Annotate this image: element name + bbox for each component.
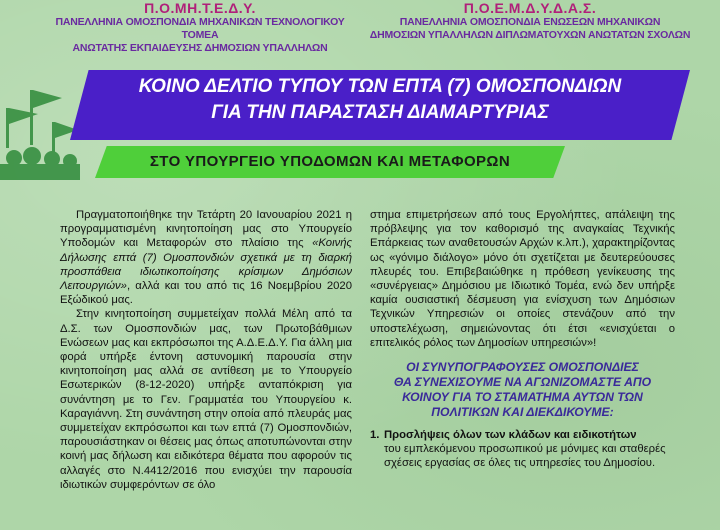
- callout-line-1: ΟΙ ΣΥΝΥΠΟΓΡΑΦΟΥΣΕΣ ΟΜΟΣΠΟΝΔΙΕΣ: [406, 360, 639, 375]
- callout-heading: [370, 360, 675, 420]
- callout-line-2: ΘΑ ΣΥΝΕΧΙΣΟΥΜΕ ΝΑ ΑΓΩΝΙΖΟΜΑΣΤΕ ΑΠΟ: [393, 375, 652, 390]
- paragraph-2: Στην κινητοποίηση συμμετείχαν πολλά Μέλη από τα Δ.Σ. των Ομοσπονδιών μας, των Πρωτοβάθμιων Ενώσεων μας και εκπρόσωποι της Α.Δ.Ε.Δ.Υ. Για άλλη μια φορά υπήρξε έντονη αστυνομική παρουσία στην κινητοποίηση μας αλλά σε αντίθεση με το Υπουργείο Εσωτερικών (8-12-2020) υπήρξε ανταπόκριση για συνάντηση με το Γεν. Γραμματέα του Υπουργείου κ. Καραγιάννη. Στη συνάντηση στην οποία από πλευράς μας συμμετείχαν εκπρόσωποι και των επτά (7) Ομοσπονδιών, παρουσιάστηκαν οι θέσεις μας όπως αποτυπώνονται στην κοινή μας δήλωση και ειδικότερα θέματα που αφορούν τις αλλαγές στο Ν.4412/2016 που ενισχύει την παρουσία ιδιωτικών συμφερόντων σε όλο: [60, 308, 352, 491]
- federation-name-left: Π.Ο.ΜΗ.Τ.Ε.Δ.Υ.: [144, 0, 256, 16]
- demands-list: [370, 428, 675, 471]
- protest-crowd-illustration: [0, 60, 80, 180]
- press-release-subtitle: ΣΤΟ ΥΠΟΥΡΓΕΙΟ ΥΠΟΔΟΜΩΝ ΚΑΙ ΜΕΤΑΦΟΡΩΝ: [149, 153, 511, 170]
- header-left: [40, 0, 360, 55]
- title-line-1: ΚΟΙΝΟ ΔΕΛΤΙΟ ΤΥΠΟΥ ΤΩΝ ΕΠΤΑ (7) ΟΜΟΣΠΟΝΔΙΩΝ: [138, 76, 622, 97]
- paragraph-1: [60, 208, 352, 307]
- demand-number: 1.: [370, 429, 380, 442]
- right-column: [370, 208, 675, 471]
- press-release-title: [70, 74, 690, 126]
- paragraph-1-text-a: Πραγματοποιήθηκε την Τετάρτη 20 Ιανουαρίου 2021 η προγραμματισμένη κινητοποίηση μας στο Υπουργείο Υποδομών και Μεταφορών στο πλαίσιο της: [60, 209, 352, 250]
- paragraph-1-quote: «Κοινής Δήλωσης επτά (7) Ομοσπονδιών σχετικά με τη διαρκή προσπάθεια ιδιωτικοποίησης κρίσιμων Δημόσιων Λειτουργιών»: [60, 237, 352, 293]
- federation-desc-left-1: ΠΑΝΕΛΛΗΝΙΑ ΟΜΟΣΠΟΝΔΙΑ ΜΗΧΑΝΙΚΩΝ ΤΕΧΝΟΛΟΓΙΚΟΥ ΤΟΜΕΑ: [55, 16, 345, 41]
- header-right: [360, 0, 700, 42]
- title-line-2: ΓΙΑ ΤΗΝ ΠΑΡΑΣΤΑΣΗ ΔΙΑΜΑΡΤΥΡΙΑΣ: [211, 102, 549, 123]
- federation-desc-left-2: ΑΝΩΤΑΤΗΣ ΕΚΠΑΙΔΕΥΣΗΣ ΔΗΜΟΣΙΩΝ ΥΠΑΛΛΗΛΩΝ: [72, 42, 328, 54]
- federation-name-right: Π.Ο.Ε.Μ.Δ.Υ.Δ.Α.Σ.: [463, 0, 597, 16]
- paragraph-3: στημα επιμετρήσεων από τους Εργολήπτες, απάλειψη της πρόβλεψης για τον καθορισμό της αναγκαίας Τεχνικής Επάρκειας των αναθετουσών Αρχών κ.λπ.), χαρακτηρίζοντας ως «γόνιμο διάλογο» μόνο ότι σχετίζεται με δευτερεύουσες πλευρές του. Επιβεβαιώθηκε η πρόθεση γενίκευσης της «συνέργειας» Δημόσιου με Ιδιωτικό Τομέα, ενώ δεν υπήρξε καμία ουσιαστική δέσμευση για ενίσχυση των Δημόσιων Τεχνικών Υπηρεσιών οι οποίες στενάζουν από την υποστελέχωση, σημειώνοντας ότι έτσι «ενισχύεται ο επιτελικός ρόλος των Δημοσίων υπηρεσιών»!: [370, 209, 675, 349]
- federation-desc-right-2: ΔΗΜΟΣΙΩΝ ΥΠΑΛΛΗΛΩΝ ΔΙΠΛΩΜΑΤΟΥΧΩΝ ΑΝΩΤΑΤΩΝ ΣΧΟΛΩΝ: [369, 29, 691, 41]
- list-item: [370, 428, 675, 471]
- demand-head: Προσλήψεις όλων των κλάδων και ειδικοτήτων: [384, 429, 637, 442]
- federation-desc-right-1: ΠΑΝΕΛΛΗΝΙΑ ΟΜΟΣΠΟΝΔΙΑ ΕΝΩΣΕΩΝ ΜΗΧΑΝΙΚΩΝ: [399, 16, 661, 28]
- paragraph-1-text-b: , αλλά και του από τις 16 Νοεμβρίου 2020 Εξώδικού μας.: [60, 280, 352, 307]
- demand-body: του εμπλεκόμενου προσωπικού με μόνιμες και σταθερές σχέσεις εργασίας σε όλες τις υπηρεσίες του Δημοσίου.: [384, 443, 666, 470]
- left-column: [60, 208, 352, 492]
- callout-line-3: ΚΟΙΝΟΥ ΓΙΑ ΤΟ ΣΤΑΜΑΤΗΜΑ ΑΥΤΩΝ ΤΩΝ: [402, 390, 643, 405]
- demand-text: [384, 428, 675, 471]
- callout-line-4: ΠΟΛΙΤΙΚΩΝ ΚΑΙ ΔΙΕΚΔΙΚΟΥΜΕ:: [431, 405, 614, 420]
